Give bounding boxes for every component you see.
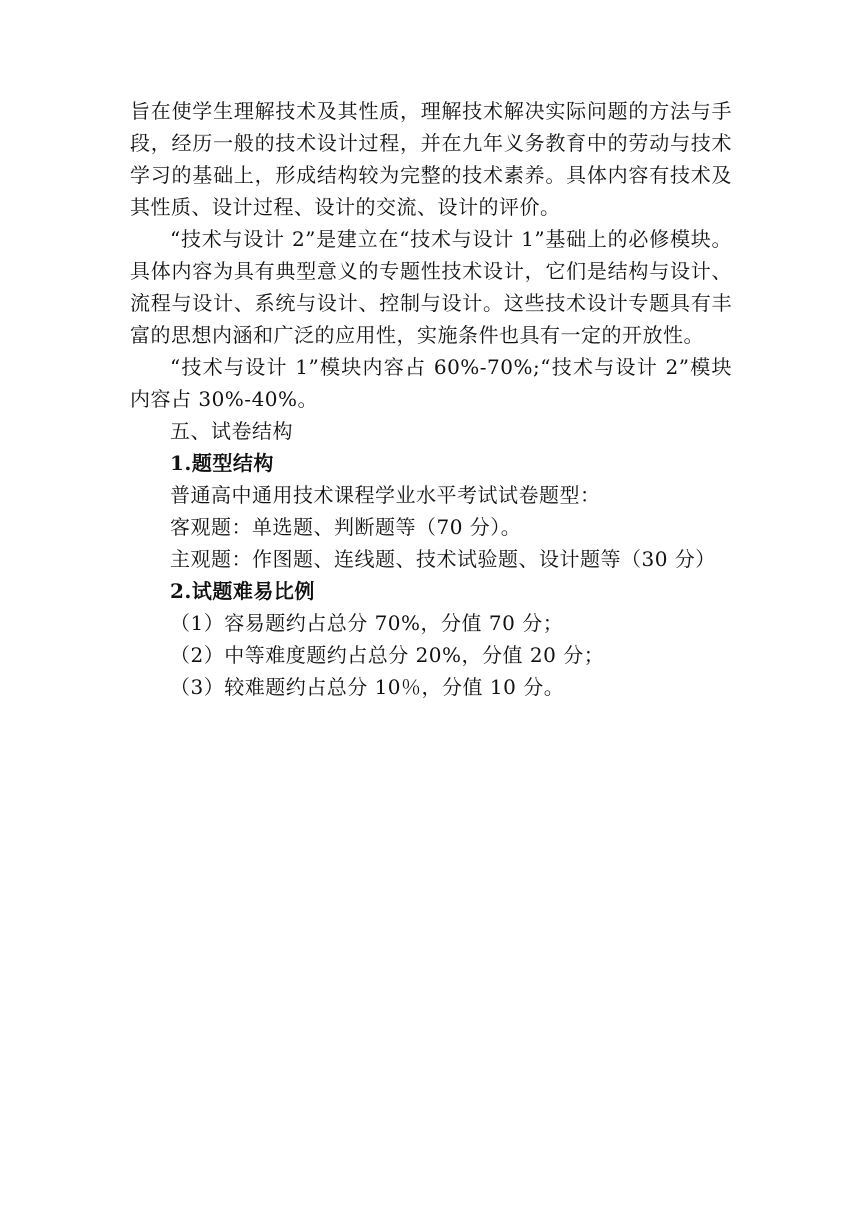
paragraph-tech-design-2: “技术与设计 2”是建立在“技术与设计 1”基础上的必修模块。具体内容为具有典型意义的专题性技术设计，它们是结构与设计、流程与设计、系统与设计、控制与设计。这些技术设计专题具有丰富的思想内涵和广泛的应用性，实施条件也具有一定的开放性。 (130, 227, 732, 347)
paragraph-module-ratio: “技术与设计 1”模块内容占 60%-70%;“技术与设计 2”模块内容占 30%-40%。 (130, 355, 732, 411)
subjective-questions: 主观题：作图题、连线题、技术试验题、设计题等（30 分） (170, 547, 716, 571)
subsection-title-question-types: 1.题型结构 (170, 451, 274, 475)
difficulty-easy: （1）容易题约占总分 70%，分值 70 分； (170, 611, 564, 635)
document-page (130, 95, 732, 703)
difficulty-medium: （2）中等难度题约占总分 20%，分值 20 分； (170, 643, 605, 667)
difficulty-hard: （3）较难题约占总分 10％，分值 10 分。 (170, 675, 565, 699)
subsection-title-difficulty-ratio: 2.试题难易比例 (170, 579, 315, 603)
section-title-exam-structure: 五、试卷结构 (170, 419, 293, 443)
question-types-intro: 普通高中通用技术课程学业水平考试试卷题型： (170, 483, 601, 507)
paragraph-tech-design-1: 旨在使学生理解技术及其性质，理解技术解决实际问题的方法与手段，经历一般的技术设计过程，并在九年义务教育中的劳动与技术学习的基础上，形成结构较为完整的技术素养。具体内容有技术及其性质、设计过程、设计的交流、设计的评价。 (130, 99, 732, 219)
objective-questions: 客观题：单选题、判断题等（70 分）。 (170, 515, 522, 539)
